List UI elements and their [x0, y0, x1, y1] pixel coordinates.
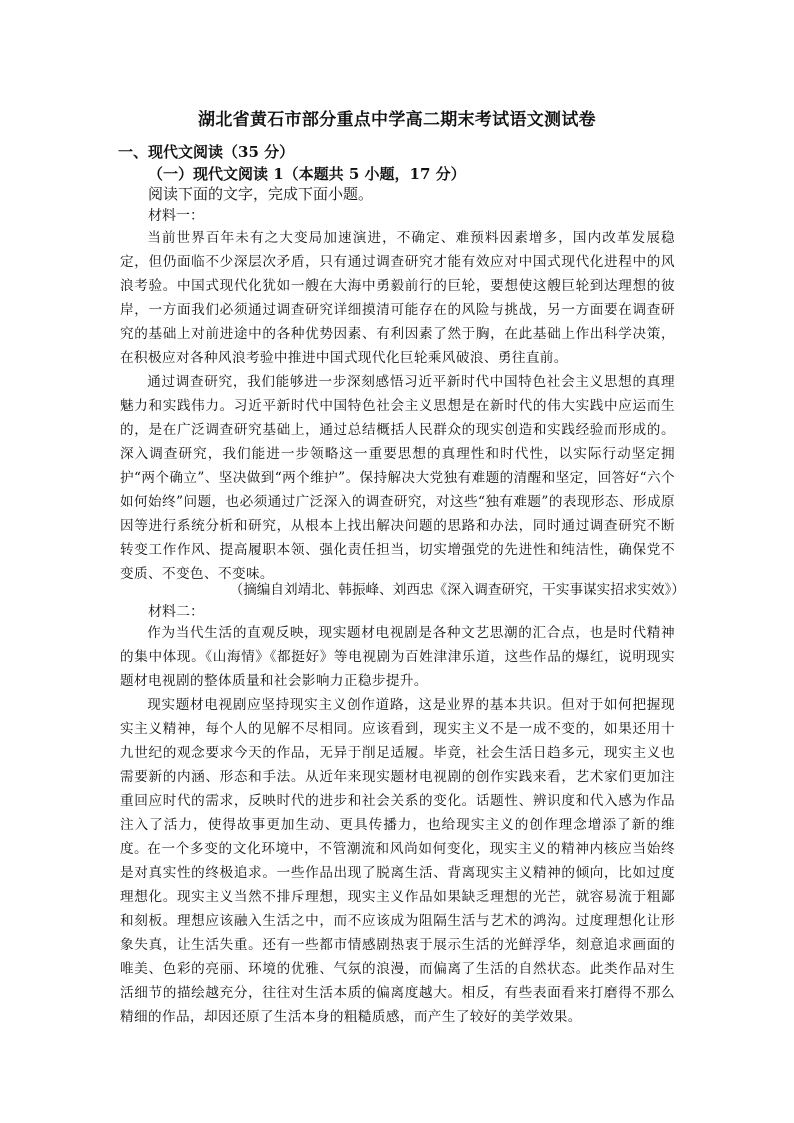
- section-heading: 一、现代文阅读（35 分）: [118, 143, 295, 161]
- material-one-source: （摘编自刘靖北、韩振峰、刘西忠《深入调查研究，干实事谋实招求实效》）: [229, 582, 685, 598]
- material-two-paragraph: 现实题材电视剧应坚持现实主义创作道路，这是业界的基本共识。但对于如何把握现实主义精神，每个人的见解不尽相同。应该看到，现实主义不是一成不变的，如果还用十九世纪的观念要求今天的作品，无异于削足适履。毕竟，社会生活日趋多元，现实主义也需要新的内涵、形态和手法。从近年来现实题材电视剧的创作实践来看，艺术家们更加注重回应时代的需求，反映时代的进步和社会关系的变化。话题性、辨识度和代入感为作品注入了活力，使得故事更加生动、更具传播力，也给现实主义的创作理念增添了新的维度。: [120, 697, 675, 857]
- page-title: 湖北省黄石市部分重点中学高二期末考试语文测试卷: [198, 110, 596, 130]
- material-two-paragraph: 在一个多变的文化环境中，不管潮流和风尚如何变化，现实主义的精神内核应当始终是对真实性的终极追求。一些作品出现了脱离生活、背离现实主义精神的倾向，比如过度理想化。现实主义当然不排斥理想，现实主义作品如果缺乏理想的光芒，就容易流于粗鄙和刻板。理想应该融入生活之中，而不应该成为阻隔生活与艺术的鸿沟。过度理想化让形象失真，让生活失重。还有一些都市情感剧热衷于展示生活的光鲜浮华，刻意追求画面的唯美、色彩的亮丽、环境的优雅、气氛的浪漫，而偏离了生活的自然状态。此类作品对生活细节的描绘越充分，往往对生活本质的偏离度越大。相反，有些表面看来打磨得不那么精细的作品，却因还原了生活本身的粗糙质感，而产生了较好的美学效果。: [120, 841, 675, 1025]
- material-two-label: 材料二：: [148, 604, 204, 620]
- material-one-paragraph: 当前世界百年未有之大变局加速演进，不确定、难预料因素增多，国内改革发展稳定，但仍面临不少深层次矛盾，只有通过调查研究才能有效应对中国式现代化进程中的风浪考验。中国式现代化犹如一艘在大海中勇毅前行的巨轮，要想使这艘巨轮到达理想的彼岸，一方面我们必须通过调查研究详细摸清可能存在的风险与挑战，另一方面要在调查研究的基础上对前进途中的各种优势因素、有利因素了然于胸，在此基础上作出科学决策，在积极应对各种风浪考验中推进中国式现代化巨轮乘风破浪、勇往直前。: [120, 230, 675, 366]
- material-two-paragraph: 作为当代生活的直观反映，现实题材电视剧是各种文艺思潮的汇合点，也是时代精神的集中体现。《山海情》《都挺好》等电视剧为百姓津津乐道，这些作品的爆红，说明现实题材电视剧的整体质量和社会影响力正稳步提升。: [120, 625, 675, 689]
- material-one-label: 材料一：: [148, 208, 204, 224]
- sub-heading: （一）现代文阅读 1（本题共 5 小题，17 分）: [148, 165, 466, 183]
- reading-instruction: 阅读下面的文字，完成下面小题。: [148, 185, 374, 203]
- material-one-paragraph: 通过调查研究，我们能够进一步深刻感悟习近平新时代中国特色社会主义思想的真理魅力和实践伟力。习近平新时代中国特色社会主义思想是在新时代的伟大实践中应运而生的，是在广泛调查研究基础上，通过总结概括人民群众的现实创造和实践经验而形成的。深入调查研究，我们能进一步领略这一重要思想的真理性和时代性，以实际行动坚定拥护“两个确立”、坚决做到“两个维护”。保持解决大党独有难题的清醒和坚定，回答好“六个如何始终”问题，也必须通过广泛深入的调查研究，对这些“独有难题”的表现形态、形成原因等进行系统分析和研究，从根本上找出解决问题的思路和办法，同时通过调查研究不断转变工作作风、提高履职本领、强化责任担当，切实增强党的先进性和纯洁性，确保党不变质、不变色、不变味。: [120, 374, 675, 582]
